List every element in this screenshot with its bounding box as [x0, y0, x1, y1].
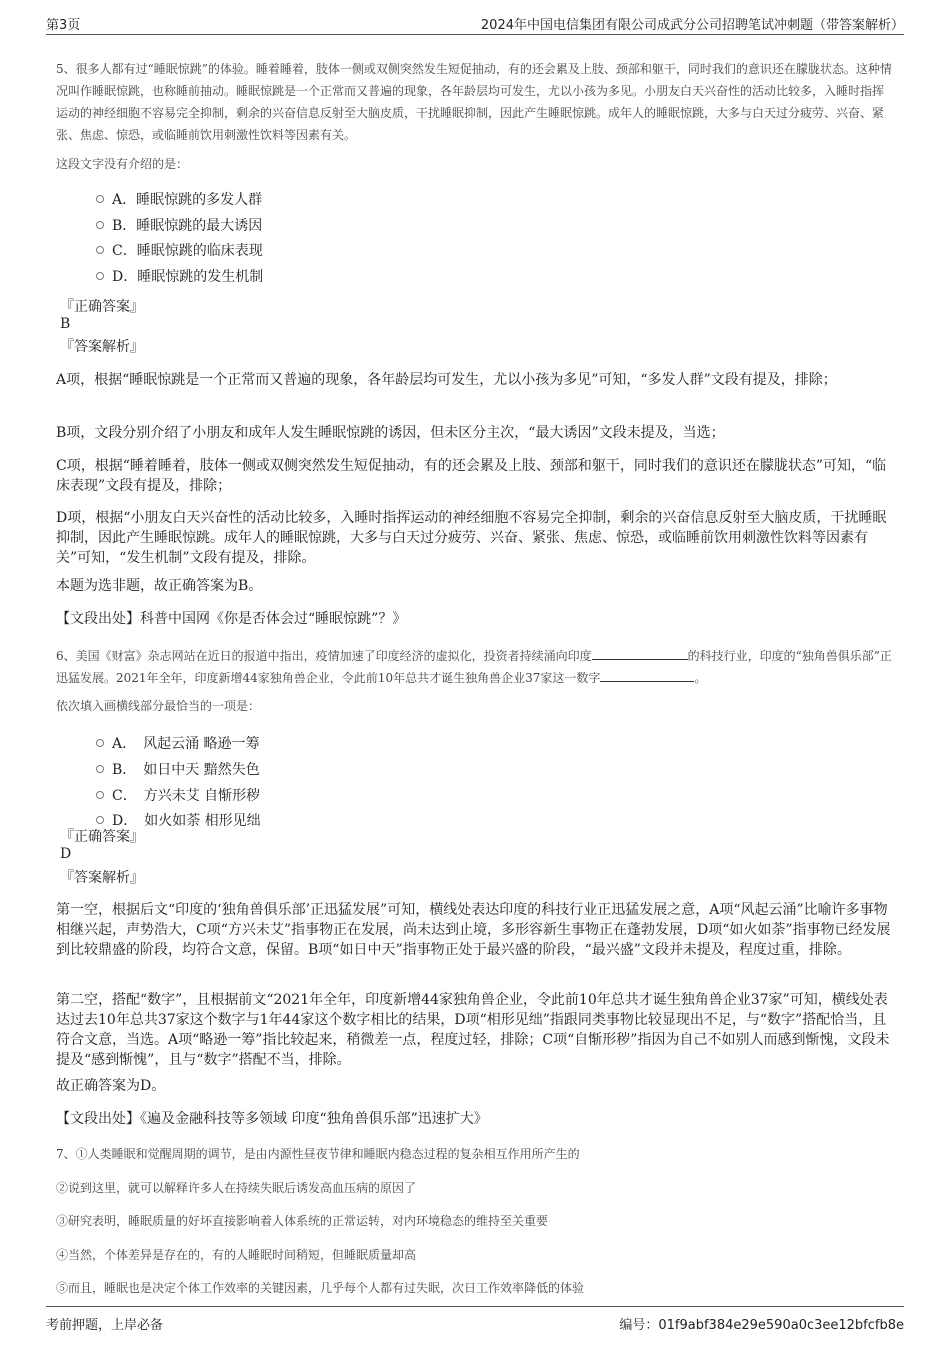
page-footer — [46, 1306, 904, 1337]
radio-icon[interactable] — [96, 246, 104, 254]
q6-option-d[interactable]: D． 如火如荼 相形见绌 — [96, 811, 261, 831]
q6-option-a[interactable]: A． 风起云涌 略逊一筹 — [96, 734, 260, 754]
q6-source: 【文段出处】《遍及金融科技等多领域 印度“独角兽俱乐部”迅速扩大》 — [56, 1111, 488, 1127]
q5-option-b[interactable]: B．睡眠惊跳的最大诱因 — [96, 216, 262, 236]
radio-icon[interactable] — [96, 765, 104, 773]
q5-analysis-a: A项，根据“睡眠惊跳是一个正常而又普遍的现象，各年龄层均可发生，尤以小孩为多见”可知，“多发人群”文段有提及，排除； — [56, 372, 837, 388]
q5-source: 【文段出处】科普中国网《你是否体会过“睡眠惊跳”？》 — [56, 611, 407, 627]
fill-blank-1[interactable] — [592, 647, 688, 660]
footer-slogan: 考前押题，上岸必备 — [46, 1318, 164, 1333]
q5-analysis-b: B项，文段分别介绍了小朋友和成年人发生睡眠惊跳的诱因，但未区分主次，“最大诱因”文段未提及，当选； — [56, 425, 725, 441]
document-title: 2024年中国电信集团有限公司成武分公司招聘笔试冲刺题（带答案解析） — [480, 18, 904, 33]
q5-stem: 5、很多人都有过“睡眠惊跳”的体验。睡着睡着，肢体一侧或双侧突然发生短促抽动，有的还会累及上肢、颈部和躯干，同时我们的意识还在朦胧状态。这种情况叫作睡眠惊跳，也称睡前抽动。睡眠惊跳是一个正常而又普遍的现象，各年龄层均可发生，尤以小孩为多见。小朋友白天兴奋性的活动比较多，入睡时指挥运动的神经细胞不容易完全抑制，剩余的兴奋信息反射至大脑皮质，干扰睡眠抑制，因此产生睡眠惊跳。成年人的睡眠惊跳，大多与白天过分疲劳、兴奋、紧张、焦虑、惊恐，或临睡前饮用刺激性饮料等因素有关。 — [56, 62, 892, 142]
q5-option-a[interactable]: A．睡眠惊跳的多发人群 — [96, 190, 262, 210]
page-header — [46, 12, 904, 35]
q5-analysis-label: 『答案解析』 — [60, 339, 144, 355]
q6-answer-label: 『正确答案』 — [60, 829, 144, 845]
q6-analysis-label: 『答案解析』 — [60, 870, 144, 886]
radio-icon[interactable] — [96, 195, 104, 203]
q5-answer: B — [60, 316, 71, 332]
fill-blank-2[interactable] — [600, 669, 694, 682]
q6-prompt: 依次填入画横线部分最恰当的一项是： — [56, 699, 261, 713]
q6-conclusion: 故正确答案为D。 — [56, 1078, 166, 1094]
radio-icon[interactable] — [96, 791, 104, 799]
q7-sentence-3: ③研究表明，睡眠质量的好坏直接影响着人体系统的正常运转，对内环境稳态的维持至关重要 — [56, 1214, 549, 1228]
radio-icon[interactable] — [96, 739, 104, 747]
q6-analysis-2: 第二空，搭配“数字”，且根据前文“2021年全年，印度新增44家独角兽企业，令此前10年总共才诞生独角兽企业37家”可知，横线处表达过去10年总共37家这个数字与1年44家这个数字相比的结果，D项“相形见绌”指跟同类事物比较显现出不足，与“数字”搭配恰当，且符合文意，当选。A项“略逊一筹”指比较起来，稍微差一点，程度过轻，排除；C项“自惭形秽”指因为自己不如别人而感到惭愧，文段未提及“感到惭愧”，且与“数字”搭配不当，排除。 — [56, 992, 890, 1068]
q5-option-c[interactable]: C．睡眠惊跳的临床表现 — [96, 241, 263, 261]
q6-analysis-1: 第一空，根据后文“印度的‘独角兽俱乐部’正迅猛发展”可知，横线处表达印度的科技行业正迅猛发展之意，A项“风起云涌”比喻许多事物相继兴起，声势浩大，C项“方兴未艾”指事物正在发展，尚未达到止境，多形容新生事物正在蓬勃发展，D项“如火如荼”指事物已经发展到比较鼎盛的阶段，均符合文意，保留。B项“如日中天”指事物正处于最兴盛的阶段，“最兴盛”文段并未提及，程度过重，排除。 — [56, 902, 891, 958]
q5-analysis-c: C项，根据“睡着睡着，肢体一侧或双侧突然发生短促抽动，有的还会累及上肢、颈部和躯干，同时我们的意识还在朦胧状态”可知，“临床表现”文段有提及，排除； — [56, 458, 887, 494]
radio-icon[interactable] — [96, 816, 104, 824]
q5-prompt: 这段文字没有介绍的是： — [56, 157, 189, 171]
q7-sentence-5: ⑤而且，睡眠也是决定个体工作效率的关键因素，几乎每个人都有过失眠，次日工作效率降低的体验 — [56, 1281, 585, 1295]
document-id: 编号：01f9abf384e29e590a0c3ee12bfcfb8e — [619, 1318, 904, 1333]
q5-analysis-d: D项，根据“小朋友白天兴奋性的活动比较多，入睡时指挥运动的神经细胞不容易完全抑制，剩余的兴奋信息反射至大脑皮质，干扰睡眠抑制，因此产生睡眠惊跳。成年人的睡眠惊跳，大多与白天过分疲劳、兴奋、紧张、焦虑、惊恐，或临睡前饮用刺激性饮料等因素有关”可知，“发生机制”文段有提及，排除。 — [56, 510, 887, 566]
q7-sentence-1: 7、①人类睡眠和觉醒周期的调节，是由内源性昼夜节律和睡眠内稳态过程的复杂相互作用所产生的 — [56, 1147, 580, 1161]
page-number: 第3页 — [46, 18, 81, 33]
q5-conclusion: 本题为选非题，故正确答案为B。 — [56, 578, 263, 594]
q7-sentence-2: ②说到这里，就可以解释许多人在持续失眠后诱发高血压病的原因了 — [56, 1181, 417, 1195]
q6-option-b[interactable]: B． 如日中天 黯然失色 — [96, 760, 260, 780]
q6-option-c[interactable]: C． 方兴未艾 自惭形秽 — [96, 786, 260, 806]
radio-icon[interactable] — [96, 272, 104, 280]
q7-sentence-4: ④当然，个体差异是存在的，有的人睡眠时间稍短，但睡眠质量却高 — [56, 1248, 417, 1262]
q6-stem: 6、美国《财富》杂志网站在近日的报道中指出，疫情加速了印度经济的虚拟化，投资者持续涌向印度 的科技行业，印度的“独角兽俱乐部”正迅猛发展。2021年全年，印度新增44家独角兽企业，令此前10年总共才诞生独角兽企业37家这一数字 。 — [56, 649, 892, 685]
q5-answer-label: 『正确答案』 — [60, 299, 144, 315]
radio-icon[interactable] — [96, 221, 104, 229]
q6-answer: D — [60, 846, 72, 862]
q5-option-d[interactable]: D．睡眠惊跳的发生机制 — [96, 267, 263, 287]
